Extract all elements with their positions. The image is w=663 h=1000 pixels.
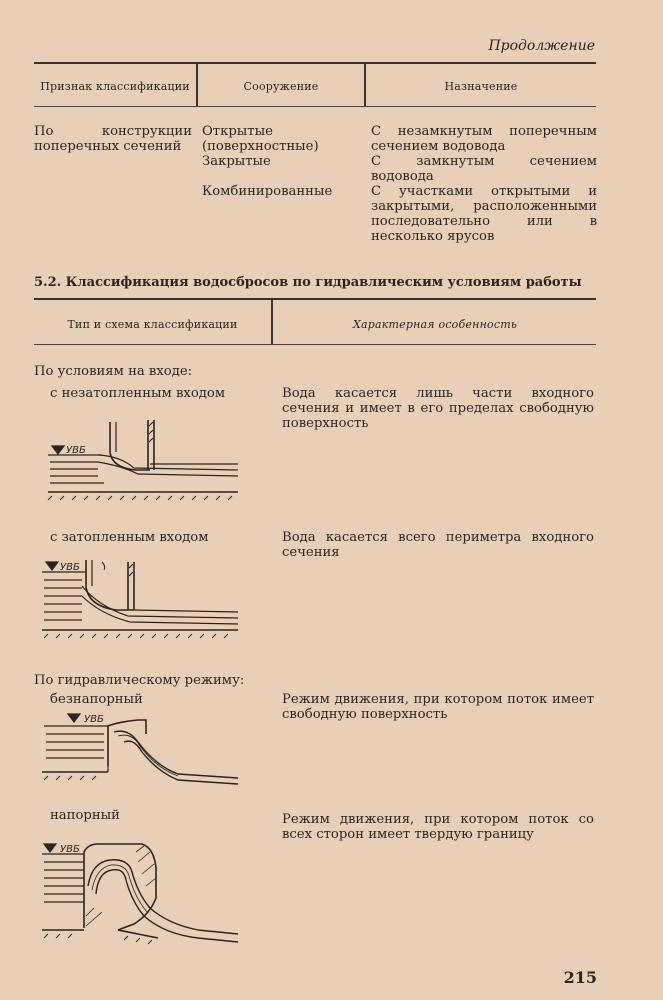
table1-top-rule xyxy=(34,62,596,64)
table1-purpose-open: С незамкнутым поперечным сечением водовода xyxy=(371,124,597,154)
figure-free-inlet-label: УВБ xyxy=(66,445,86,456)
section-title: 5.2. Классификация водосбросов по гидравлическим условиям работы xyxy=(34,275,582,290)
table1-header-criterion: Признак классификации xyxy=(40,80,190,93)
table1-header-purpose: Назначение xyxy=(444,80,518,93)
table2-header-feature: Характерная особенность xyxy=(352,318,518,331)
page-number: 215 xyxy=(563,968,597,987)
figure-pressure-flow xyxy=(38,838,248,948)
feature-pressure-flow: Режим движения, при котором поток со всех сторон имеет твердую границу xyxy=(282,812,594,842)
table1-purpose-combined: С участками открытыми и закрытыми, расположенными последовательно или в несколько ярусов xyxy=(371,184,597,244)
figure-free-flow-label: УВБ xyxy=(84,714,104,725)
figure-free-flow xyxy=(38,712,248,792)
type-free-inlet: с незатопленным входом xyxy=(50,386,226,401)
group-title-regime: По гидравлическому режиму: xyxy=(34,673,245,688)
table1-header-structure: Сооружение xyxy=(243,80,319,93)
figure-free-inlet xyxy=(38,412,248,502)
figure-pressure-flow-label: УВБ xyxy=(60,844,80,855)
type-pressure-flow: напорный xyxy=(50,808,120,823)
table1-structure-combined: Комбинированные xyxy=(202,184,333,199)
table2-top-rule xyxy=(34,298,596,300)
running-head: Продолжение xyxy=(488,38,595,54)
table2-header-type: Тип и схема классификации xyxy=(67,318,238,331)
group-title-inlet: По условиям на входе: xyxy=(34,364,193,379)
type-submerged-inlet: с затопленным входом xyxy=(50,530,209,545)
feature-submerged-inlet: Вода касается всего периметра входного сечения xyxy=(282,530,594,560)
table1-purpose-closed: С замкнутым сечением водовода xyxy=(371,154,597,184)
type-free-flow: безнапорный xyxy=(50,692,143,707)
feature-free-inlet: Вода касается лишь части входного сечения и имеет в его пределах свободную поверхность xyxy=(282,386,594,431)
table2-header-rule xyxy=(34,344,596,345)
table1-criterion: По конструкции поперечных сечений xyxy=(34,124,192,154)
feature-free-flow: Режим движения, при котором поток имеет свободную поверхность xyxy=(282,692,594,722)
figure-submerged-inlet xyxy=(38,556,248,646)
table1-structure-closed: Закрытые xyxy=(202,154,271,169)
table1-header-rule xyxy=(34,106,596,107)
figure-submerged-inlet-label: УВБ xyxy=(60,562,80,573)
table1-structure-open: Открытые (поверхностные) xyxy=(202,124,319,154)
table2-divider xyxy=(271,300,273,344)
